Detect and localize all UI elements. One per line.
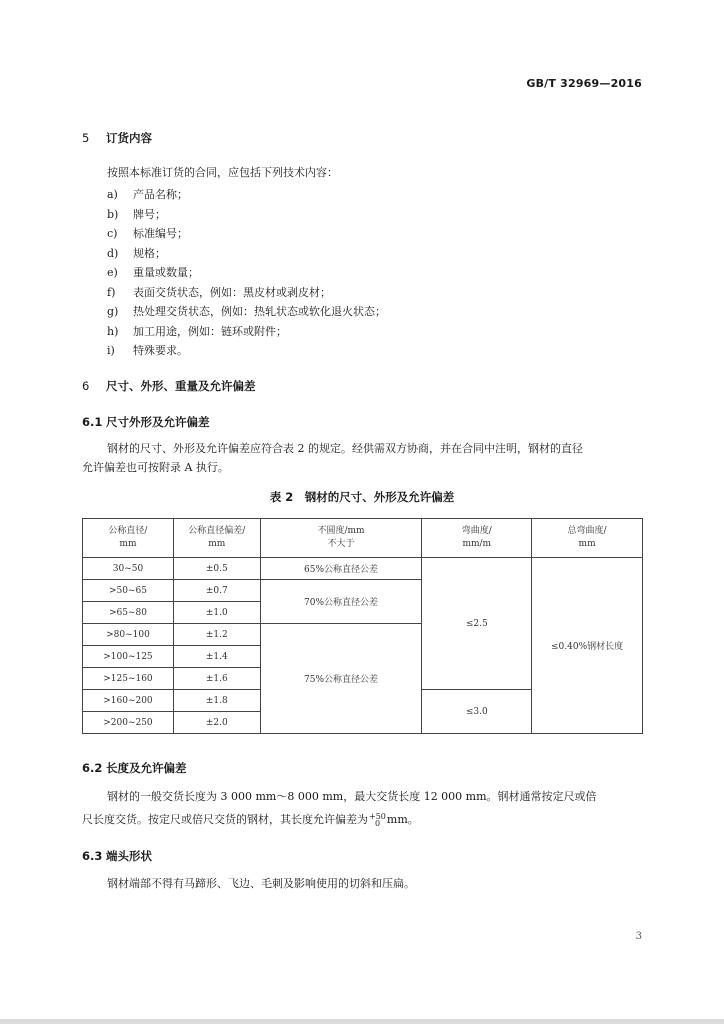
section-6-1-para-line1: 钢材的尺寸、外形及允许偏差应符合表 2 的规定。经供需双方协商，并在合同中注明，钢材的直径 [107,442,583,455]
list-item-label: b) [107,207,119,221]
list-item [107,206,166,222]
cell-diameter: >125~160 [83,668,174,690]
cell-diameter: >65~80 [83,602,174,624]
header-line: 总弯曲度/ [567,526,607,536]
header-bending [422,519,532,558]
list-item-text: 规格； [133,246,166,260]
list-item [107,186,188,202]
header-unit: 不大于 [327,539,355,549]
list-item-text: 表面交货状态，例如：黑皮材或剥皮材； [133,285,331,299]
section-6-1-para-line2: 允许偏差也可按附录 A 执行。 [82,461,229,474]
section-6-2-title: 长度及允许偏差 [106,761,187,775]
bottom-edge [0,1019,724,1024]
cell-diameter: >80~100 [83,624,174,646]
list-item-label: i) [107,344,115,357]
header-unit: mm [119,539,137,549]
header-line: 弯曲度/ [461,526,492,536]
list-item [107,342,188,358]
section-6-2-heading [82,760,187,776]
table-header-row [83,519,643,558]
list-item-label: f) [107,285,116,299]
section-6-1-heading [82,414,210,430]
cell-diameter: >100~125 [83,646,174,668]
section-6-3-title: 端头形状 [106,849,152,863]
list-item-text: 标准编号； [133,227,188,240]
cell-ovality: 75%公称直径公差 [260,624,422,734]
section-6-3-heading [82,848,152,864]
list-item-label: d) [107,246,119,260]
section-6-2-para-line1: 钢材的一般交货长度为 3 000 mm～8 000 mm，最大交货长度 12 000 mm。钢材通常按定尺或倍 [107,790,597,803]
section-6-1-number: 6.1 [82,415,103,429]
list-item-label: a) [107,188,118,201]
para-text: mm。 [386,813,419,826]
list-item [107,323,287,339]
length-tolerance [369,813,386,827]
table-row [83,558,643,580]
list-item [107,303,386,319]
cell-tolerance: ±1.8 [173,690,260,712]
section-6-number: 6 [82,379,90,393]
list-item-text: 热处理交货状态，例如：热轧状态或软化退火状态； [133,305,386,318]
section-6-3-para: 钢材端部不得有马蹄形、飞边、毛刺及影响使用的切斜和压扁。 [107,877,415,890]
section-5-heading [82,130,152,146]
list-item-text: 重量或数量； [133,266,199,279]
section-5-number: 5 [82,131,90,145]
list-item [107,245,166,261]
list-item-text: 加工用途，例如：链环或附件； [133,324,287,338]
header-total-bending [532,519,643,558]
tolerance-upper: +50 [369,812,386,821]
cell-ovality: 70%公称直径公差 [260,580,422,624]
section-5-title: 订货内容 [106,131,152,145]
header-unit: mm/m [462,539,492,549]
section-6-2-number: 6.2 [82,761,103,775]
cell-tolerance: ±1.2 [173,624,260,646]
list-item-label: h) [107,324,119,338]
cell-diameter: >50~65 [83,580,174,602]
header-line: 不圆度/mm [317,526,365,536]
list-item-label: c) [107,227,118,240]
section-5-intro: 按照本标准订货的合同，应包括下列技术内容： [107,166,338,179]
cell-bending: ≤3.0 [422,690,532,734]
para-text: 尺长度交货。按定尺或倍尺交货的钢材，其长度允许偏差为 [82,813,368,826]
cell-tolerance: ±2.0 [173,712,260,734]
cell-ovality: 65%公称直径公差 [260,558,422,580]
header-diameter-tolerance [173,519,260,558]
section-6-1-title: 尺寸外形及允许偏差 [106,415,210,429]
cell-diameter: >160~200 [83,690,174,712]
standard-code: GB/T 32969—2016 [526,77,642,90]
section-6-3-number: 6.3 [82,849,103,863]
list-item [107,225,188,241]
header-nominal-diameter [83,519,174,558]
cell-bending: ≤2.5 [422,558,532,690]
list-item-label: g) [107,305,119,318]
header-unit: mm [578,539,596,549]
cell-tolerance: ±1.6 [173,668,260,690]
list-item [107,264,199,280]
list-item-text: 特殊要求。 [133,344,188,357]
cell-total-bending: ≤0.40%钢材长度 [532,558,643,734]
cell-tolerance: ±0.5 [173,558,260,580]
cell-diameter: >200~250 [83,712,174,734]
list-item-text: 产品名称； [133,188,188,201]
list-item-text: 牌号； [133,207,166,221]
header-unit: mm [208,539,226,549]
cell-tolerance: ±1.4 [173,646,260,668]
cell-diameter: 30~50 [83,558,174,580]
section-6-heading [82,378,256,394]
table-2-caption: 表 2 钢材的尺寸、外形及允许偏差 [269,490,455,504]
list-item-label: e) [107,266,118,279]
section-6-title: 尺寸、外形、重量及允许偏差 [106,379,256,393]
header-line: 公称直径偏差/ [188,526,246,536]
section-6-2-para-line2 [82,810,419,829]
cell-tolerance: ±0.7 [173,580,260,602]
tolerance-lower: 0 [375,819,381,828]
list-item [107,284,331,300]
page-number: 3 [635,931,642,942]
header-ovality [260,519,422,558]
table-2 [82,518,643,734]
cell-tolerance: ±1.0 [173,602,260,624]
header-line: 公称直径/ [108,526,148,536]
